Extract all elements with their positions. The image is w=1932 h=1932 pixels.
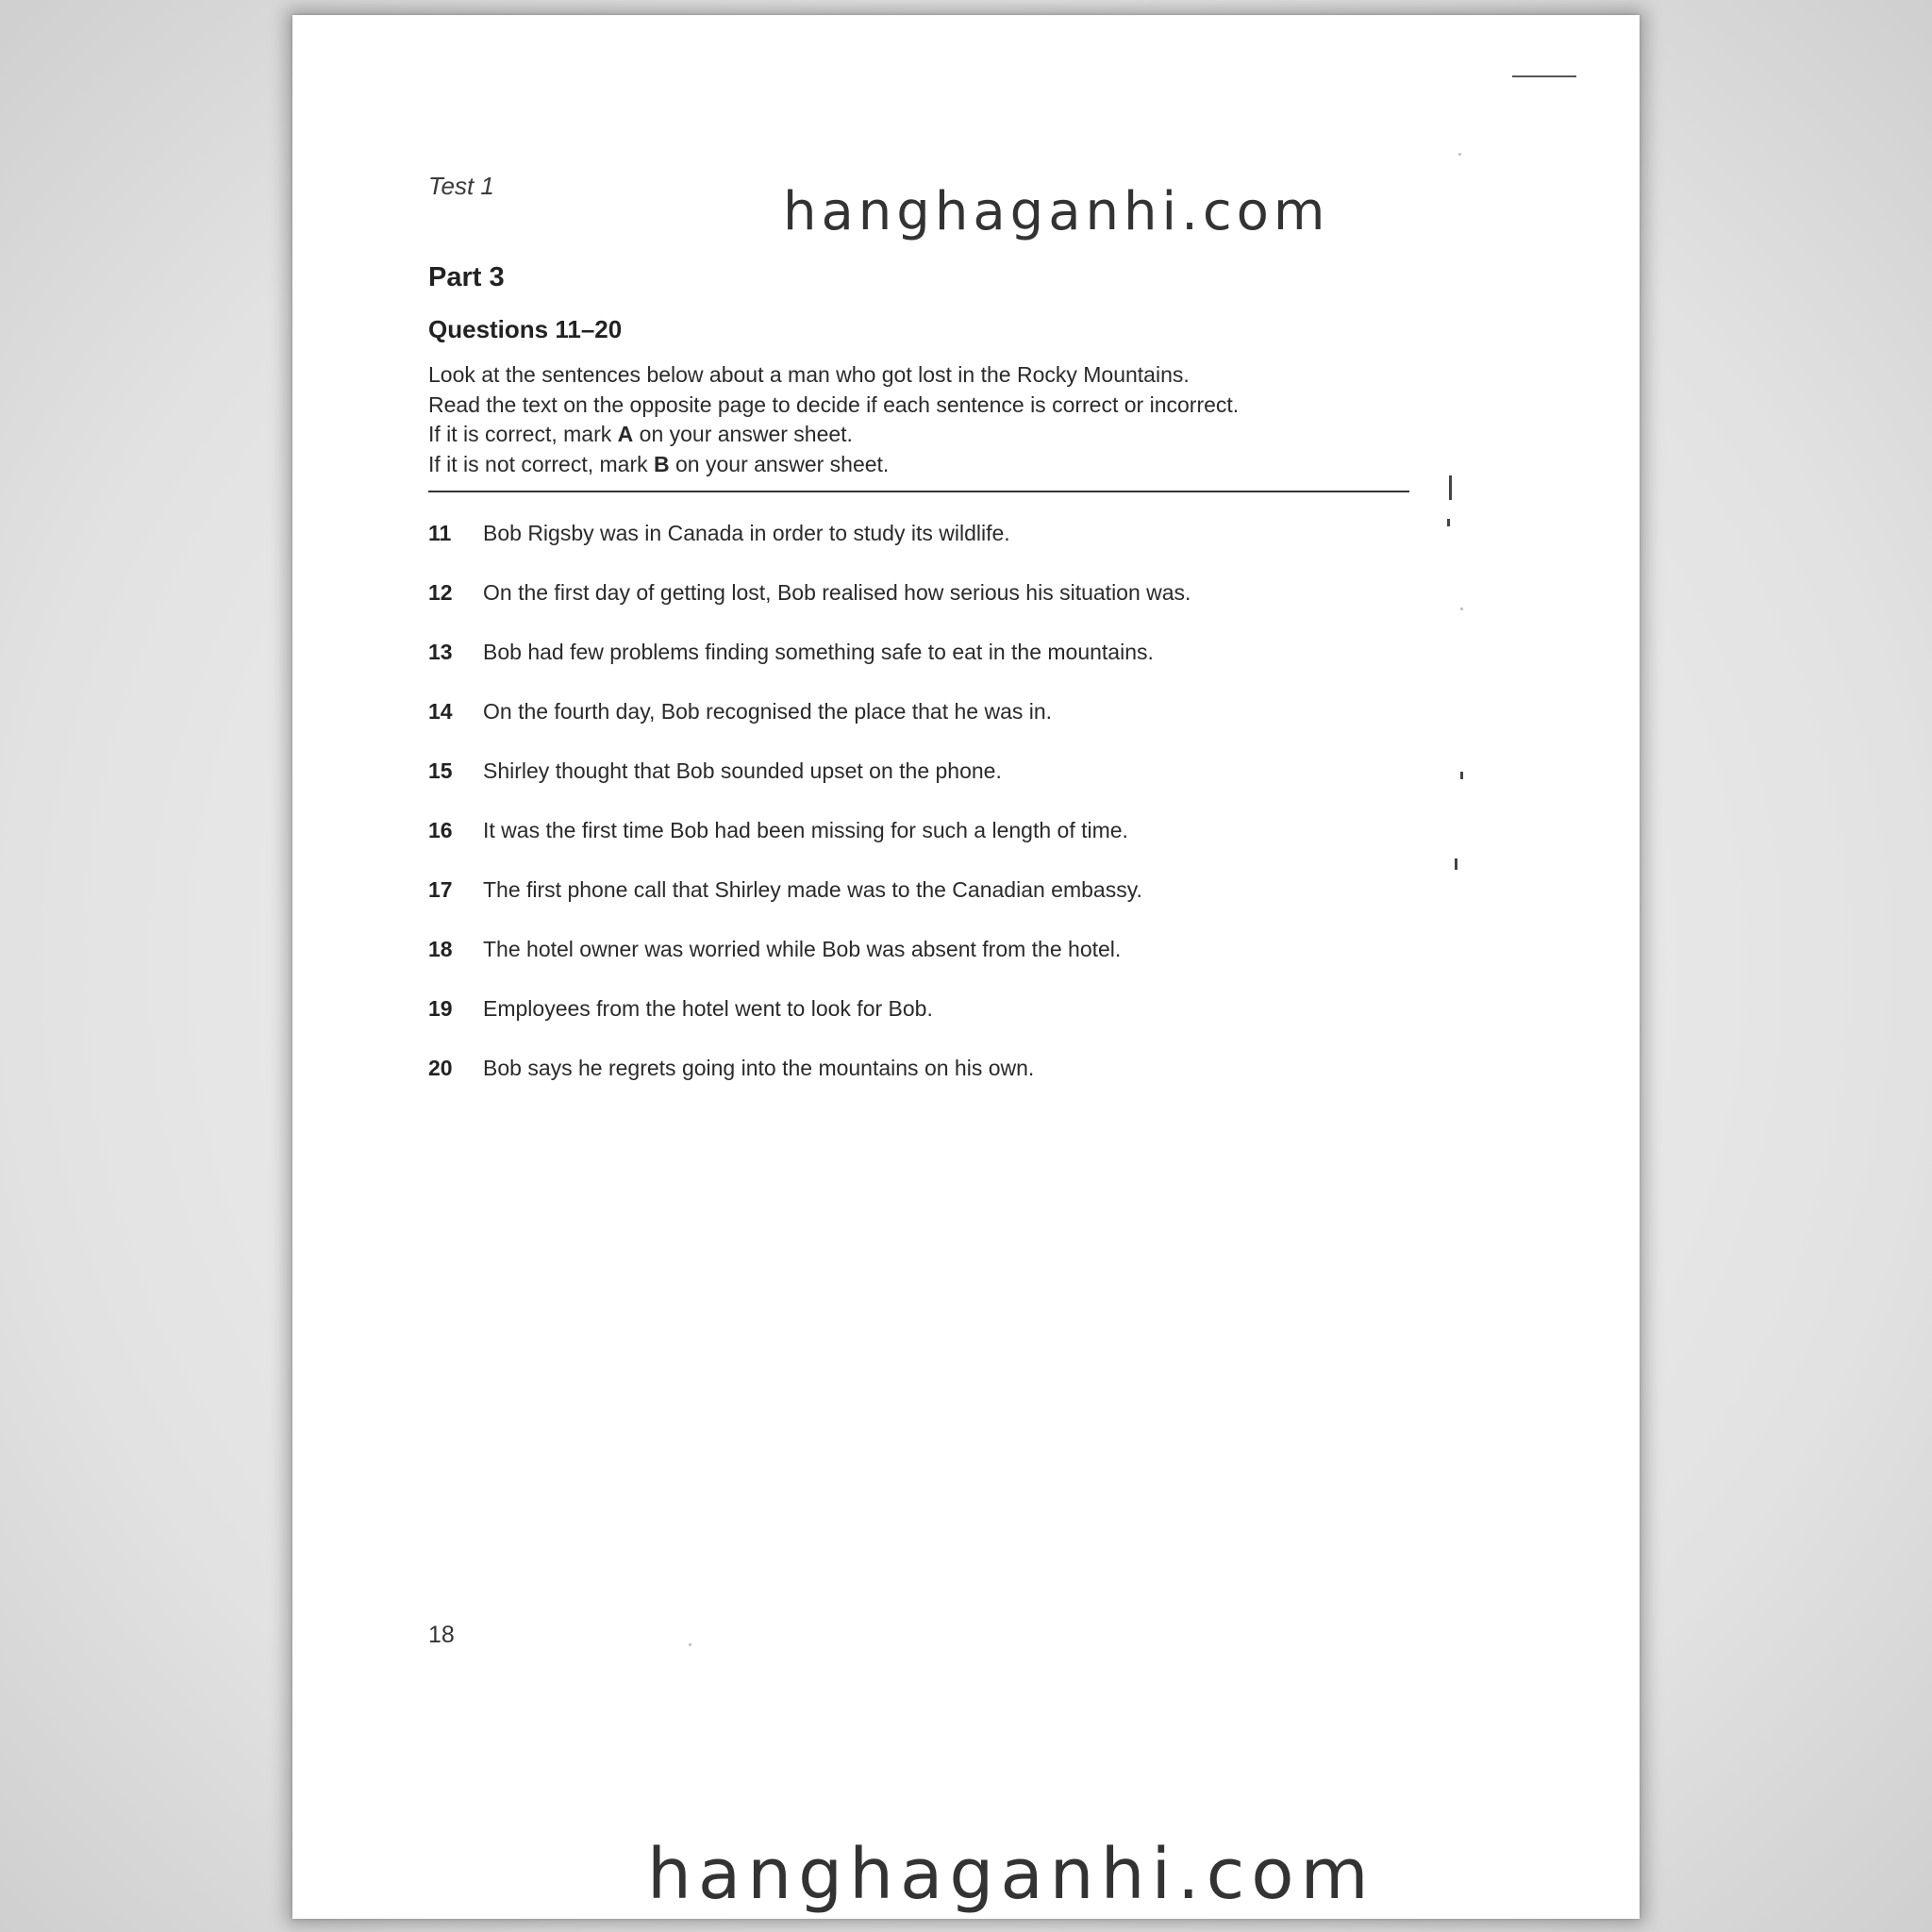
scan-speck xyxy=(689,1643,691,1646)
question-text: The hotel owner was worried while Bob was absent from the hotel. xyxy=(483,937,1122,961)
question-item xyxy=(428,695,1409,755)
question-number: 12 xyxy=(428,580,453,605)
question-number: 11 xyxy=(428,521,452,545)
question-text: Shirley thought that Bob sounded upset on the phone. xyxy=(483,758,1002,783)
questions-range-heading: Questions 11–20 xyxy=(428,315,623,343)
question-number: 13 xyxy=(428,640,453,664)
top-corner-rule xyxy=(1512,75,1576,77)
question-item xyxy=(428,933,1409,992)
instructions xyxy=(428,360,1372,479)
question-text: On the first day of getting lost, Bob realised how serious his situation was. xyxy=(483,580,1191,605)
margin-mark xyxy=(1447,519,1450,526)
question-item xyxy=(428,636,1409,695)
watermark-top: hanghaganhi.com xyxy=(783,181,1330,242)
question-text: Bob says he regrets going into the mountains on his own. xyxy=(483,1056,1035,1080)
question-item xyxy=(428,1052,1409,1111)
margin-mark xyxy=(1460,772,1463,779)
question-list xyxy=(428,517,1409,1111)
instruction-line: If it is not correct, mark B on your answer sheet. xyxy=(428,451,890,476)
instruction-line: Read the text on the opposite page to decide if each sentence is correct or incorrect. xyxy=(428,391,1240,417)
running-head: Test 1 xyxy=(428,172,494,200)
instruction-line: If it is correct, mark A on your answer sheet. xyxy=(428,422,853,446)
question-text: Bob had few problems finding something safe to eat in the mountains. xyxy=(483,640,1154,664)
question-item xyxy=(428,874,1409,933)
part-title: Part 3 xyxy=(428,262,505,292)
scan-speck xyxy=(1458,153,1461,156)
question-number: 14 xyxy=(428,699,453,724)
question-number: 20 xyxy=(428,1056,453,1080)
instruction-line: Look at the sentences below about a man who got lost in the Rocky Mountains. xyxy=(428,362,1190,387)
document-page xyxy=(292,15,1640,1919)
question-number: 18 xyxy=(428,937,453,961)
question-item xyxy=(428,814,1409,874)
margin-mark xyxy=(1449,475,1452,500)
question-number: 19 xyxy=(428,996,453,1021)
question-text: Employees from the hotel went to look for Bob. xyxy=(483,996,933,1021)
page-number: 18 xyxy=(428,1622,455,1648)
question-text: Bob Rigsby was in Canada in order to study its wildlife. xyxy=(483,521,1010,545)
question-number: 15 xyxy=(428,758,453,783)
margin-mark xyxy=(1455,858,1457,870)
question-item xyxy=(428,576,1409,636)
question-item xyxy=(428,517,1409,576)
question-number: 17 xyxy=(428,877,453,902)
question-text: It was the first time Bob had been missing for such a length of time. xyxy=(483,818,1128,842)
question-item xyxy=(428,755,1409,814)
question-text: The first phone call that Shirley made was to the Canadian embassy. xyxy=(483,877,1142,902)
instructions-divider xyxy=(428,491,1409,492)
question-item xyxy=(428,992,1409,1052)
question-number: 16 xyxy=(428,818,453,842)
watermark-bottom: hanghaganhi.com xyxy=(647,1834,1375,1915)
question-text: On the fourth day, Bob recognised the place that he was in. xyxy=(483,699,1053,724)
scan-speck xyxy=(1460,608,1463,610)
